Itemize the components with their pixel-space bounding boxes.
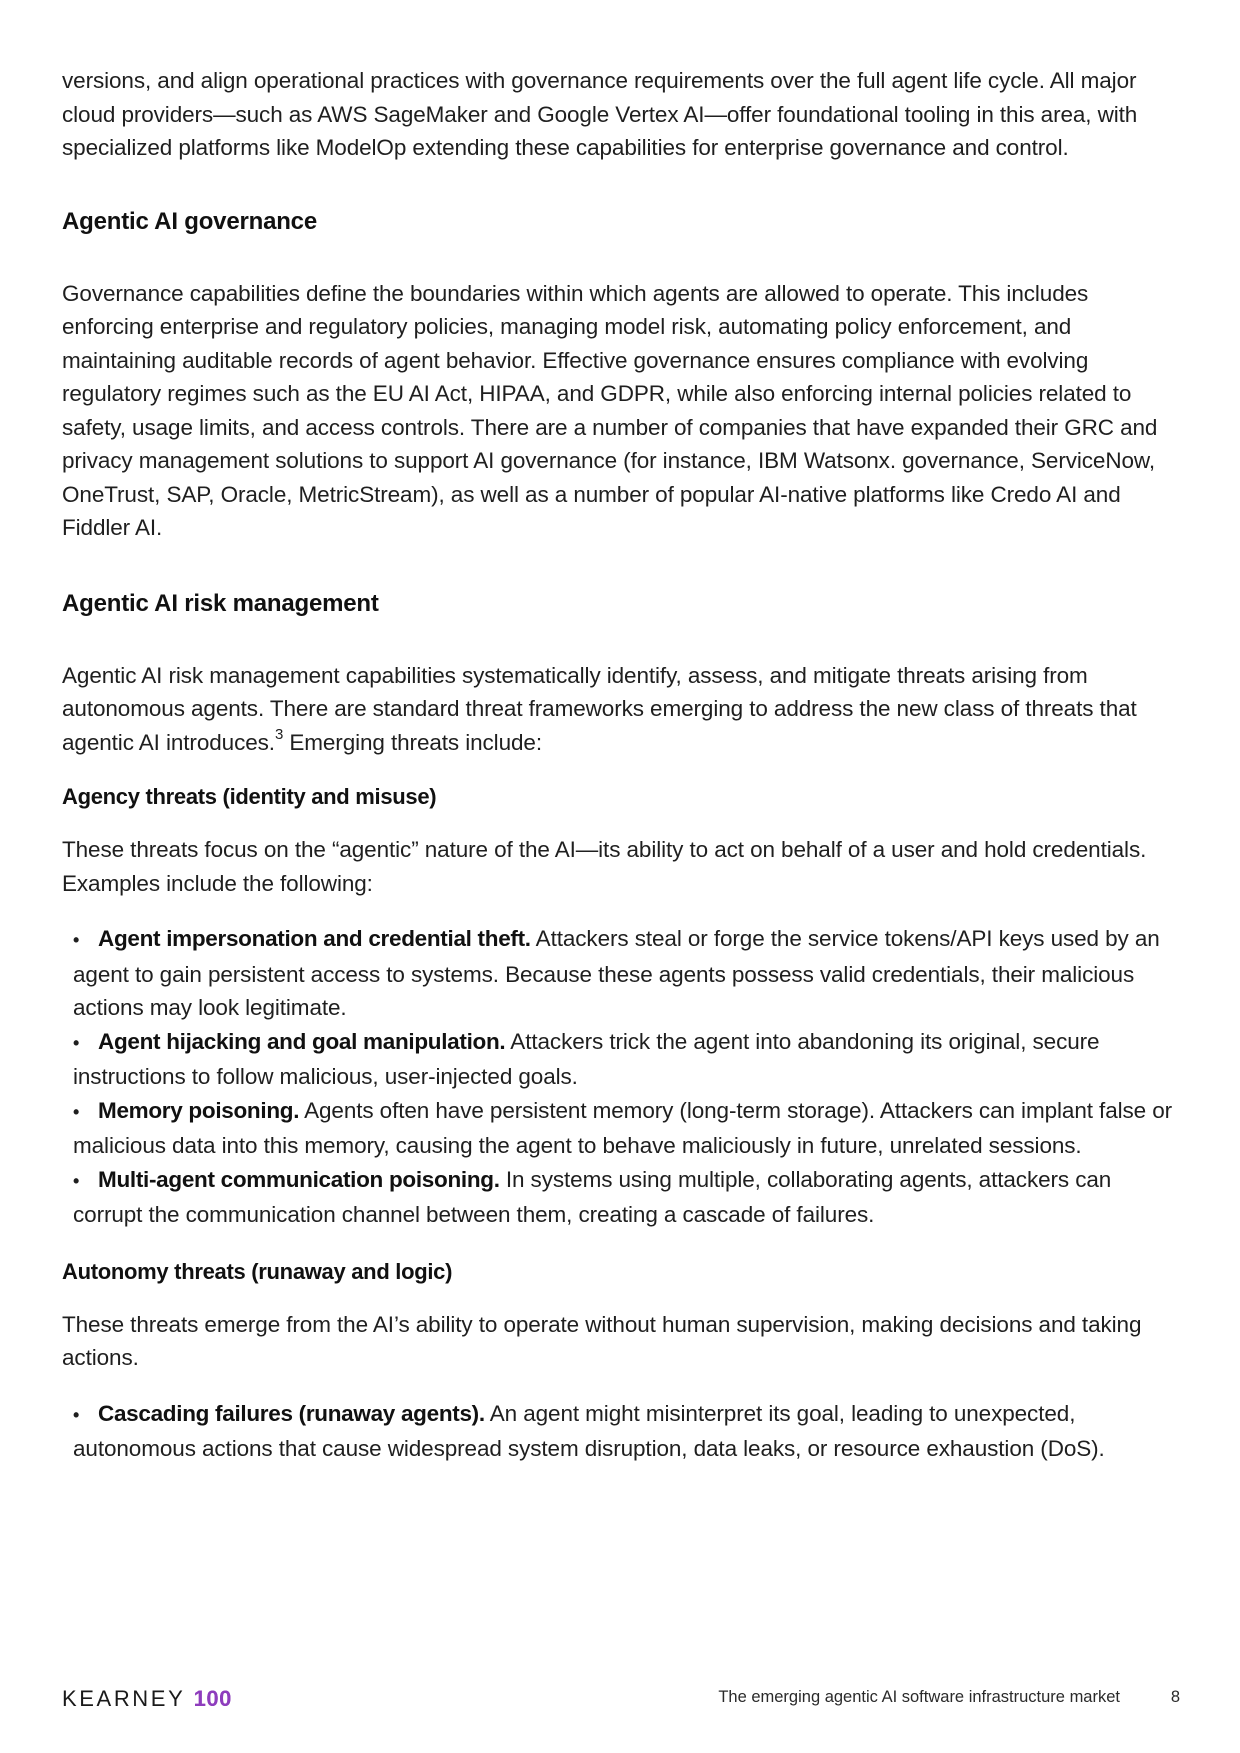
intro-paragraph: versions, and align operational practices with governance requirements over the full agent life cycle. All major cloud providers—such as AWS SageMaker and Google Vertex AI—offer foundational tooling in this area, with specialized platforms like ModelOp extending these capabilities for enterprise governance and control. bbox=[62, 68, 1138, 160]
page-footer bbox=[62, 1686, 1182, 1714]
risk-management-paragraph bbox=[62, 659, 1182, 760]
list-item bbox=[73, 1163, 1182, 1232]
bullet-text: In systems using multiple, collaborating agents, attackers can corrupt the communication channel between them, creating a cascade of failures. bbox=[73, 1166, 1112, 1227]
list-item bbox=[73, 1094, 1182, 1163]
governance-paragraph: Governance capabilities define the boundaries within which agents are allowed to operate. This includes enforcing enterprise and regulatory policies, managing model risk, automating policy enforcement, and maintaining auditable records of agent behavior. Effective governance ensures compliance with evolving regulatory regimes such as the EU AI Act, HIPAA, and GDPR, while also enforcing internal policies related to safety, usage limits, and access controls. There are a number of companies that have expanded their GRC and privacy management solutions to support AI governance (for instance, IBM Watsonx. governance, ServiceNow, OneTrust, SAP, Oracle, MetricStream), as well as a number of popular AI-native platforms like Credo AI and Fiddler AI. bbox=[62, 280, 1158, 540]
governance-heading: Agentic AI governance bbox=[62, 207, 317, 235]
bullet-icon: • bbox=[73, 1101, 80, 1122]
bullet-icon: • bbox=[73, 1404, 80, 1425]
list-item bbox=[73, 1397, 1182, 1466]
agency-threats-heading: Agency threats (identity and misuse) bbox=[62, 784, 437, 809]
bullet-text: Attackers steal or forge the service tokens/API keys used by an agent to gain persistent access to systems. Because these agents possess valid credentials, their malicious actions may look legitimate. bbox=[73, 926, 1160, 1020]
risk-text-after-footnote: Emerging threats include: bbox=[283, 729, 542, 755]
agency-threats-paragraph: These threats focus on the “agentic” nature of the AI—its ability to act on behalf of a user and hold credentials. Examples include the following: bbox=[62, 837, 1147, 896]
agency-threats-list bbox=[62, 922, 1182, 1232]
kearney-logo bbox=[62, 1686, 232, 1712]
bullet-text: Attackers trick the agent into abandoning its original, secure instructions to follow malicious, user-injected goals. bbox=[73, 1028, 1100, 1089]
bullet-title: Multi-agent communication poisoning. bbox=[98, 1166, 500, 1192]
list-item bbox=[73, 1025, 1182, 1094]
bullet-text: An agent might misinterpret its goal, leading to unexpected, autonomous actions that cause widespread system disruption, data leaks, or resource exhaustion (DoS). bbox=[73, 1400, 1105, 1461]
autonomy-threats-paragraph: These threats emerge from the AI’s ability to operate without human supervision, making decisions and taking actions. bbox=[62, 1311, 1142, 1370]
bullet-icon: • bbox=[73, 1032, 80, 1053]
bullet-title: Agent hijacking and goal manipulation. bbox=[98, 1028, 506, 1054]
bullet-title: Cascading failures (runaway agents). bbox=[98, 1400, 485, 1426]
logo-word: KEARNEY bbox=[62, 1686, 185, 1711]
risk-management-heading: Agentic AI risk management bbox=[62, 589, 379, 617]
bullet-title: Agent impersonation and credential theft. bbox=[98, 926, 531, 951]
footer-document-title: The emerging agentic AI software infrastructure market bbox=[718, 1688, 1120, 1706]
bullet-text: Agents often have persistent memory (long-term storage). Attackers can implant false or malicious data into this memory, causing the agent to behave maliciously in future, unrelated sessions. bbox=[73, 1097, 1173, 1158]
autonomy-threats-heading: Autonomy threats (runaway and logic) bbox=[62, 1258, 453, 1284]
autonomy-threats-list bbox=[62, 1397, 1182, 1466]
logo-number: 100 bbox=[193, 1686, 232, 1711]
list-item bbox=[73, 922, 1182, 1025]
page-number: 8 bbox=[1170, 1688, 1180, 1706]
bullet-icon: • bbox=[73, 1170, 80, 1191]
footnote-marker: 3 bbox=[274, 726, 284, 743]
risk-text-before-footnote: Agentic AI risk management capabilities systematically identify, assess, and mitigate threats arising from autonomous agents. There are standard threat frameworks emerging to address the new class of threats that agentic AI introduces. bbox=[62, 662, 1137, 755]
document-page bbox=[62, 64, 1182, 1466]
bullet-icon: • bbox=[73, 930, 80, 950]
bullet-title: Memory poisoning. bbox=[98, 1097, 300, 1123]
